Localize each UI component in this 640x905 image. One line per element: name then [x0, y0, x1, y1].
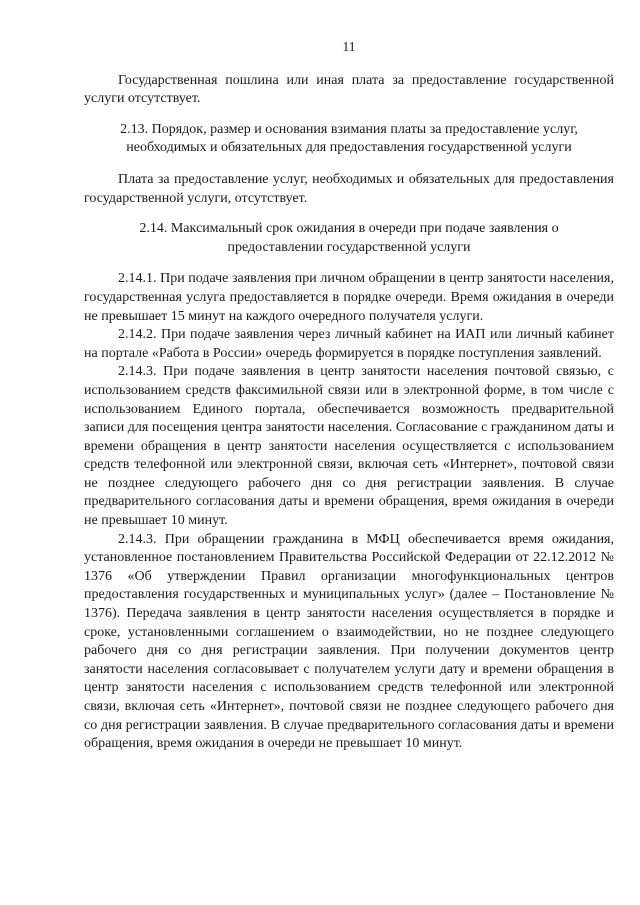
section-heading-2-13: 2.13. Порядок, размер и основания взимания платы за предоставление услуг, необходимых и обязательных для предоставления государственной услуги: [120, 121, 578, 156]
section-heading-2-14: 2.14. Максимальный срок ожидания в очереди при подаче заявления о предоставлении государственной услуги: [139, 221, 559, 255]
paragraph-2-14-2: 2.14.2. При подаче заявления через личный кабинет на ИАП или личный кабинет на портале «Работа в России» очередь формируется в порядке поступления заявлений.: [84, 327, 614, 361]
page-number: 11: [342, 39, 356, 54]
paragraph-state-fee: Государственная пошлина или иная плата за предоставление государственной услуги отсутствует.: [84, 72, 614, 107]
document-page: [84, 38, 614, 754]
paragraph-2-14-3-mfc: 2.14.3. При обращении гражданина в МФЦ обеспечивается время ожидания, установленное постановлением Правительства Российской Федерации от 22.12.2012 № 1376 «Об утверждении Правил организации многофункциональных центров предоставления государственных и муниципальных услуг» (далее – Постановление № 1376). Передача заявления в центр занятости населения осуществляется в порядке и сроке, установленными соглашением о взаимодействии, но не позднее следующего рабочего дня со дня регистрации заявления. При получении документов центр занятости населения согласовывает с получателем услуги дату и времени обращения в центр занятости населения с использованием средств телефонной или электронной связи, включая сеть «Интернет», почтовой связи не позднее следующего рабочего дня со дня регистрации заявления. В случае предварительного согласования даты и времени обращения, время ожидания в очереди не превышает 10 минут.: [84, 531, 614, 752]
paragraph-fee-absent: Плата за предоставление услуг, необходимых и обязательных для предоставления государственной услуги, отсутствует.: [84, 171, 614, 206]
paragraph-2-14-1: 2.14.1. При подаче заявления при личном обращении в центр занятости населения, государственная услуга предоставляется в порядке очереди. Время ожидания в очереди не превышает 15 минут на каждого очередного получателя услуги.: [84, 271, 614, 324]
paragraph-2-14-3-postal: 2.14.3. При подаче заявления в центр занятости населения почтовой связью, с использованием средств факсимильной связи или в электронной форме, в том числе с использованием Единого портала, обеспечивается возможность предварительной записи для посещения центра занятости населения. Согласование с гражданином даты и времени обращения в центр занятости населения осуществляется с использованием средств телефонной или электронной связи, включая сеть «Интернет», почтовой связи не позднее следующего рабочего дня со дня регистрации заявления. В случае предварительного согласования даты и времени обращения, время ожидания в очереди не превышает 10 минут.: [84, 364, 614, 529]
